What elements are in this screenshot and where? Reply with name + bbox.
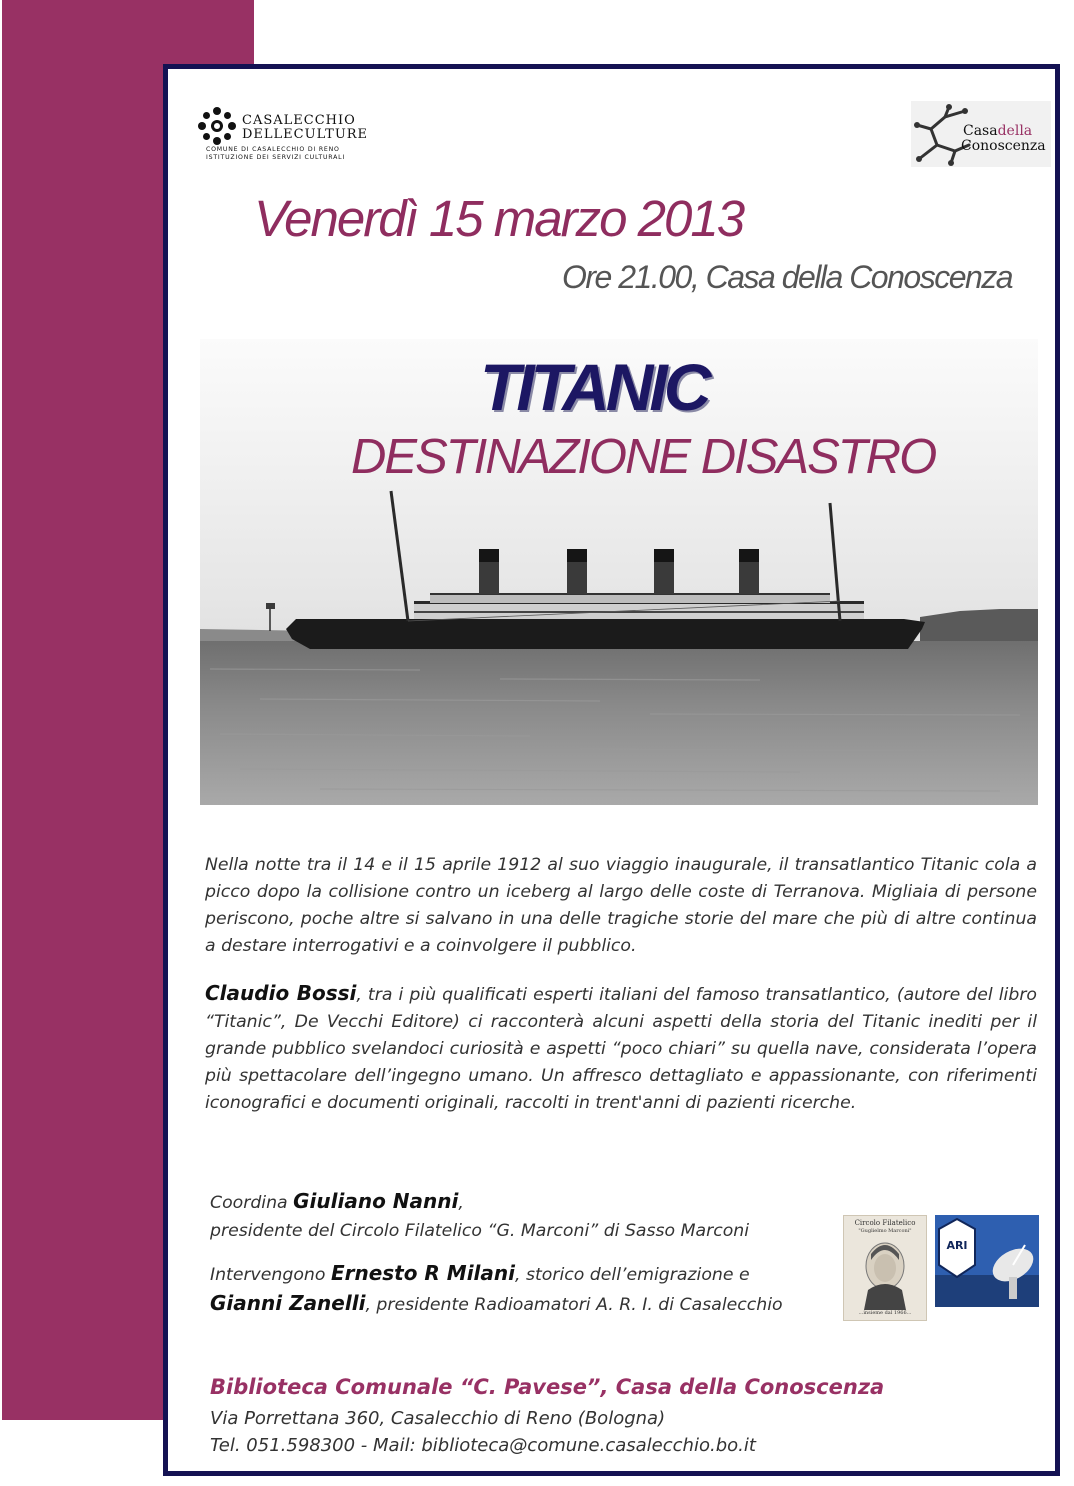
speaker-zanelli-name: Gianni Zanelli: [210, 1291, 366, 1315]
event-title: TITANIC: [480, 350, 708, 424]
poster-frame: [163, 64, 1060, 1476]
speaker-milani-name: Ernesto R Milani: [330, 1261, 515, 1285]
radio-antenna-icon: [935, 1215, 1039, 1307]
logo-line-delleculture: DELLECULTURE: [242, 127, 369, 142]
casalecchio-delle-culture-logo: [196, 105, 369, 165]
speakers-line-2: [210, 1289, 850, 1319]
circolo-filatelico-logo: [843, 1215, 927, 1321]
speakers-prefix: Intervengono: [210, 1265, 331, 1285]
speakers-line-1: [210, 1259, 850, 1289]
event-time-place: Ore 21.00, Casa della Conoscenza: [562, 259, 1013, 295]
footer-address: Via Porrettana 360, Casalecchio di Reno (Bologna): [210, 1408, 666, 1429]
logo-line-casalecchio: CASALECCHIO: [242, 113, 356, 128]
footer-contact: Tel. 051.598300 - Mail: biblioteca@comune.casalecchio.bo.it: [210, 1435, 756, 1456]
event-date: Venerdì 15 marzo 2013: [254, 190, 744, 247]
description-paragraph-1: Nella notte tra il 14 e il 15 aprile 1912 al suo viaggio inaugurale, il transatlantico Titanic cola a picco dopo la collisione contro un iceberg al largo delle coste di Terranova. Migliaia di persone periscono, poche altre si salvano in una delle tragiche storie del mare che più di altre continua a destare interrogativi e a coinvolgere il pubblico.: [205, 855, 1037, 956]
sun-gear-icon: [196, 105, 238, 147]
casa-della-conoscenza-logo: [911, 101, 1051, 167]
circolo-label-bottom: ...insieme dal 1966...: [858, 1310, 912, 1316]
logo-word-casa: Casa: [963, 123, 998, 139]
speaker-description: , tra i più qualificati esperti italiani del famoso transatlantico, (autore del libro “Titanic”, De Vecchi Editore) ci racconterà alcuni aspetti della storia del Titanic inediti per il grande pubblico svelandoci curiosità e aspetti “poco chiari” su quella nave, considerata l’opera più spettacolare dell’ingegno umano. Un affresco dettagliato e appassionante, con riferimenti iconografici e documenti originali, raccolti in trent'anni di pazienti ricerche.: [205, 985, 1038, 1113]
logo-subline-istituzione: ISTITUZIONE DEI SERVIZI CULTURALI: [206, 154, 346, 161]
description-paragraph-2: [205, 980, 1037, 1117]
coordinator-suffix: ,: [458, 1193, 464, 1213]
speaker-milani-role: , storico dell’emigrazione e: [515, 1265, 750, 1285]
circolo-label-top: Circolo Filatelico: [854, 1219, 916, 1227]
logo-casa-della: [963, 123, 1032, 139]
ari-radioamatori-logo: [935, 1215, 1039, 1307]
event-subtitle: DESTINAZIONE DISASTRO: [351, 430, 936, 484]
coordinator-prefix: Coordina: [210, 1193, 294, 1213]
coordinator-block: [210, 1187, 850, 1245]
speakers-block: [210, 1259, 850, 1319]
logo-subline-comune: COMUNE DI CASALECCHIO DI RENO: [206, 146, 340, 153]
logo-word-conoscenza: Conoscenza: [961, 138, 1046, 154]
svg-text:ARI: ARI: [946, 1239, 968, 1252]
coordinator-line: [210, 1187, 850, 1217]
logo-word-della: della: [997, 123, 1033, 139]
circolo-label-name: "Guglielmo Marconi": [858, 1228, 912, 1234]
coordinator-name: Giuliano Nanni: [293, 1189, 459, 1213]
coordinator-role: presidente del Circolo Filatelico “G. Marconi” di Sasso Marconi: [210, 1221, 750, 1241]
speaker-zanelli-role: , presidente Radioamatori A. R. I. di Casalecchio: [365, 1295, 783, 1315]
speaker-name: Claudio Bossi: [205, 981, 357, 1005]
footer-venue: Biblioteca Comunale “C. Pavese”, Casa della Conoscenza: [210, 1375, 885, 1399]
